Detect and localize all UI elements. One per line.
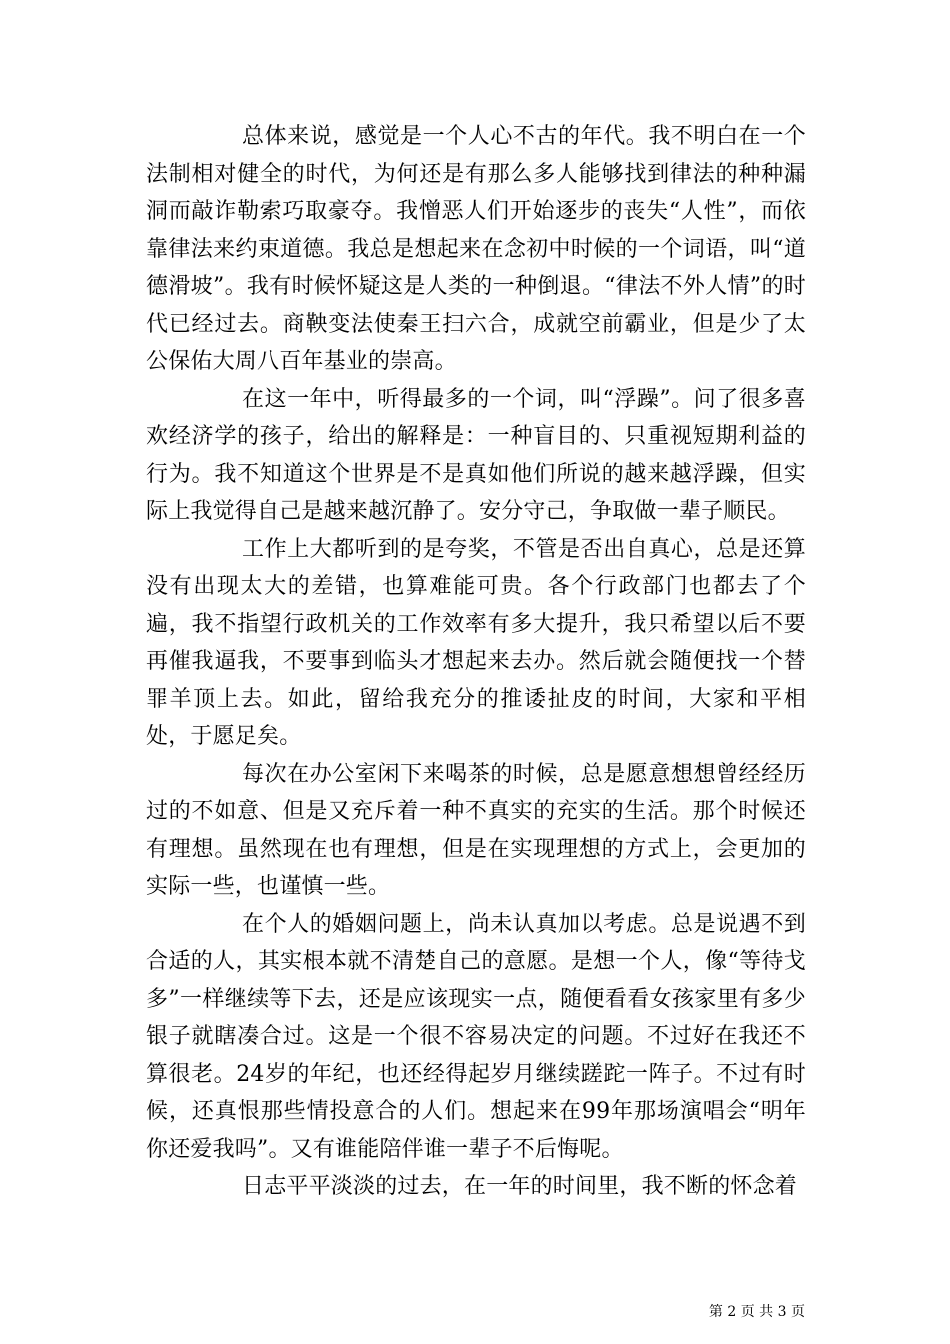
paragraph-5: 在个人的婚姻问题上，尚未认真加以考虑。总是说遇不到合适的人，其实根本就不清楚自己的意愿。是想一个人，像“等待戈多”一样继续等下去，还是应该现实一点，随便看看女孩家里有多少银子就瞎凑合过。这是一个很不容易决定的问题。不过好在我还不算很老。24岁的年纪，也还经得起岁月继续蹉跎一阵子。不过有时候，还真恨那些情投意合的人们。想起来在99年那场演唱会“明年你还爱我吗”。又有谁能陪伴谁一辈子不后悔呢。 [146,911,806,1162]
paragraph-3: 工作上大都听到的是夸奖，不管是否出自真心，总是还算没有出现太大的差错，也算难能可贵。各个行政部门也都去了个遍，我不指望行政机关的工作效率有多大提升，我只希望以后不要再催我逼我，不要事到临头才想起来去办。然后就会随便找一个替罪羊顶上去。如此，留给我充分的推诿扯皮的时间，大家和平相处，于愿足矣。 [146,536,806,749]
document-body [146,118,806,1206]
page-number-footer: 第 2 页 共 3 页 [708,1304,805,1320]
paragraph-2: 在这一年中，听得最多的一个词，叫“浮躁”。问了很多喜欢经济学的孩子，给出的解释是：一种盲目的、只重视短期利益的行为。我不知道这个世界是不是真如他们所说的越来越浮躁，但实际上我觉得自己是越来越沉静了。安分守己，争取做一辈子顺民。 [146,386,806,524]
paragraph-6: 日志平平淡淡的过去，在一年的时间里，我不断的怀念着 [242,1174,798,1199]
paragraph-4: 每次在办公室闲下来喝茶的时候，总是愿意想想曾经经历过的不如意、但是又充斥着一种不真实的充实的生活。那个时候还有理想。虽然现在也有理想，但是在实现理想的方式上，会更加的实际一些，也谨慎一些。 [146,761,806,899]
paragraph-1: 总体来说，感觉是一个人心不古的年代。我不明白在一个法制相对健全的时代，为何还是有那么多人能够找到律法的种种漏洞而敲诈勒索巧取豪夺。我憎恶人们开始逐步的丧失“人性”，而依靠律法来约束道德。我总是想起来在念初中时候的一个词语，叫“道德滑坡”。我有时候怀疑这是人类的一种倒退。“律法不外人情”的时代已经过去。商鞅变法使秦王扫六合，成就空前霸业，但是少了太公保佑大周八百年基业的崇高。 [146,124,806,374]
